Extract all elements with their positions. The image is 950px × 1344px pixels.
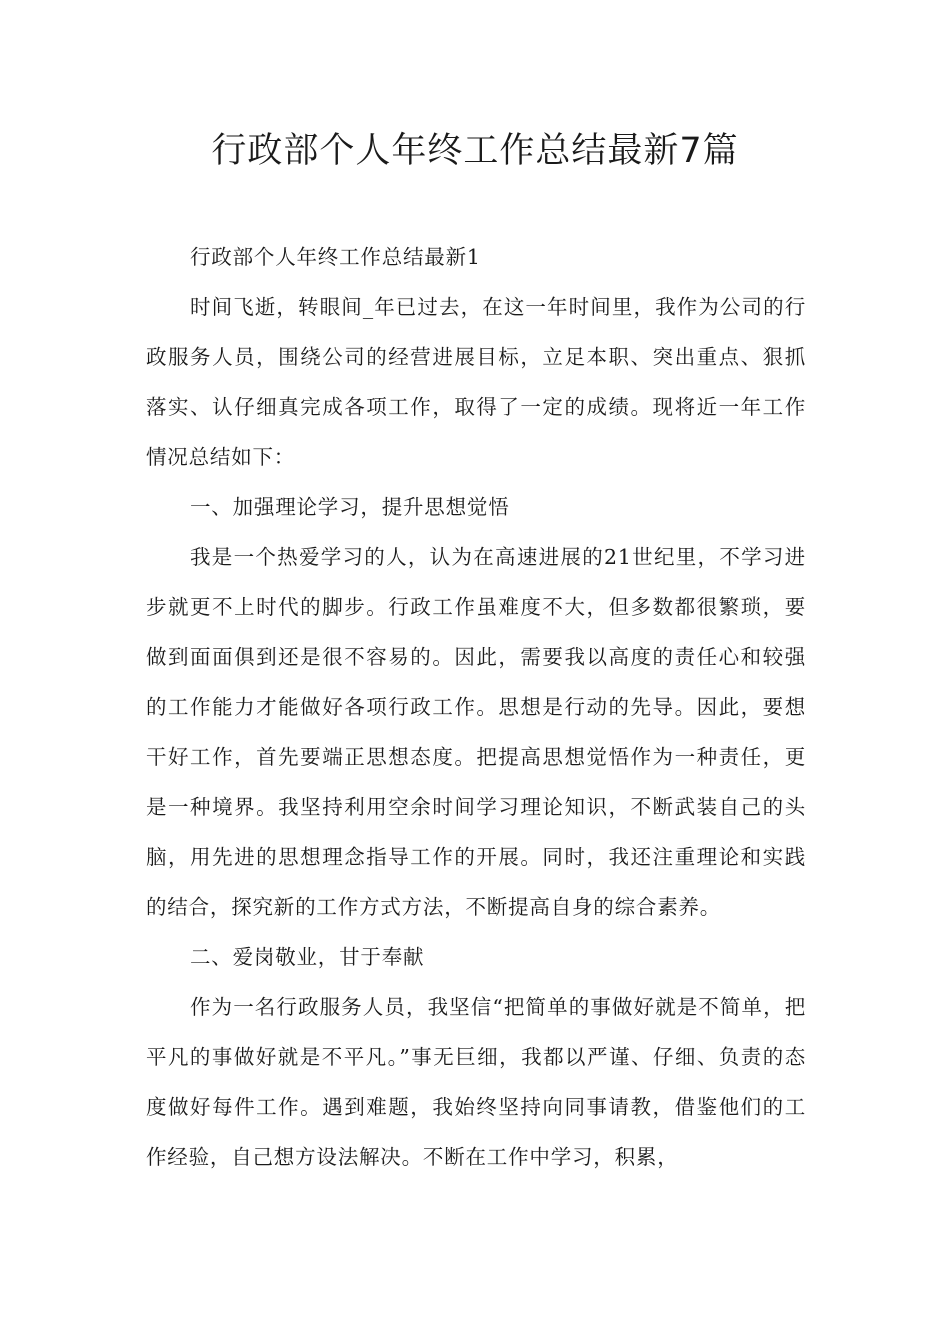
paragraph-theory-study: 我是一个热爱学习的人，认为在高速进展的21世纪里，不学习进步就更不上时代的脚步。行政工作虽难度不大，但多数都很繁琐，要做到面面俱到还是很不容易的。因此，需要我以高度的责任心和较强的工作能力才能做好各项行政工作。思想是行动的先导。因此，要想干好工作，首先要端正思想态度。把提高思想觉悟作为一种责任，更是一种境界。我坚持利用空余时间学习理论知识，不断武装自己的头脑，用先进的思想理念指导工作的开展。同时，我还注重理论和实践的结合，探究新的工作方式方法，不断提高自身的综合素养。 — [146, 545, 806, 919]
section-subtitle: 行政部个人年终工作总结最新1 — [190, 245, 481, 269]
section-heading-2: 二、爱岗敬业，甘于奉献 — [190, 945, 425, 969]
document-title: 行政部个人年终工作总结最新7篇 — [211, 131, 739, 171]
paragraph-intro: 时间飞逝，转眼间_年已过去，在这一年时间里，我作为公司的行政服务人员，围绕公司的经营进展目标，立足本职、突出重点、狠抓落实、认仔细真完成各项工作，取得了一定的成绩。现将近一年工作情况总结如下： — [146, 295, 806, 469]
section-heading-1: 一、加强理论学习，提升思想觉悟 — [190, 495, 510, 519]
document-body — [146, 232, 806, 1182]
paragraph-dedication: 作为一名行政服务人员，我坚信“把简单的事做好就是不简单，把平凡的事做好就是不平凡。”事无巨细，我都以严谨、仔细、负责的态度做好每件工作。遇到难题，我始终坚持向同事请教，借鉴他们的工作经验，自己想方设法解决。不断在工作中学习，积累， — [146, 995, 806, 1169]
